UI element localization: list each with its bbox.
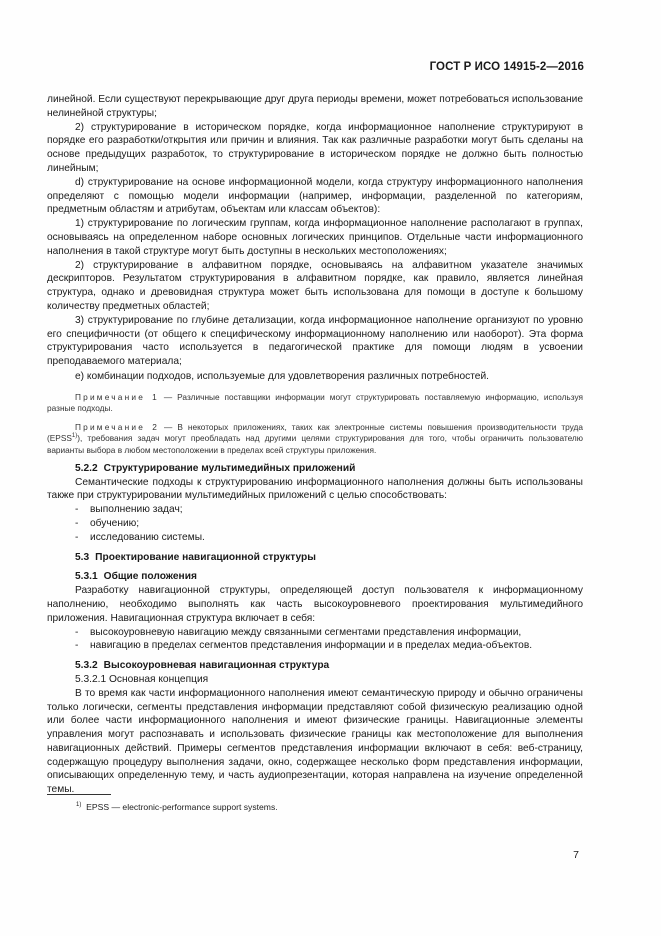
section-heading-5-3-1 <box>47 570 583 584</box>
page-number: 7 <box>573 849 579 861</box>
bullet-dash: - <box>75 626 79 638</box>
list-item <box>47 531 583 545</box>
paragraph: Семантические подходы к структурированию информационного наполнения должны быть использованы также при структурировании мультимедийных приложений с целью способствовать: <box>47 476 583 502</box>
paragraph: В то время как части информационного наполнения имеют семантическую природу и обычно ограничены только логически, сегменты представления информации представляют собой физическую реализацию одной или более части информационного наполнения и имеют физические границы. Навигационные элементы управления могут распознавать и использовать физические границы как местоположение для выполнения навигационных действий. Примеры сегментов представления информации включают в себя: веб-страницу, содержащую процедуру выполнения задачи, окно, содержащее несколько форм представления информации, описывающих определенную тему, и часть аудиопрезентации, которая направлена на изучение определенной темы. <box>47 687 583 796</box>
bullet-dash: - <box>75 531 79 543</box>
bullet-dash: - <box>75 517 79 529</box>
section-title: Проектирование навигационной структуры <box>95 551 316 563</box>
list-item-text: высокоуровневую навигацию между связанными сегментами представления информации, <box>90 626 522 638</box>
footnote-marker: 1) <box>76 802 82 809</box>
list-item <box>47 517 583 531</box>
paragraph: Разработку навигационной структуры, определяющей доступ пользователя к информационному наполнению, необходимо выполнять как часть высокоуровневого проектирования мультимедийного приложения. Навигационная структура включает в себя: <box>47 585 583 624</box>
list-item <box>47 639 583 653</box>
list-item-text: обучению; <box>90 517 140 529</box>
list-item-text: выполнению задач; <box>90 504 183 516</box>
note-label: Примечание 2 <box>75 422 160 433</box>
section-heading-5-2-2 <box>47 462 583 476</box>
subsection-label-5-3-2-1: 5.3.2.1 Основная концепция <box>75 673 209 685</box>
bullet-dash: - <box>75 640 79 652</box>
paragraph: 2) структурирование в историческом порядке, когда информационное наполнение структурируют в порядке его разработки/открытия или причин и влияния. Так как различные разработки могут быть сделаны на основе предыдущих разработок, то структурирование в историческом порядке не должно быть полностью линейным; <box>47 121 583 174</box>
note-text: ), требования задач могут преобладать над другими целями структурирования для того, чтобы ограничить пользователю варианты выбора в любом местоположении в пределах всей структуры приложения. <box>47 433 583 455</box>
footnote-ref[interactable]: 1) <box>71 433 78 440</box>
note-2 <box>47 422 583 456</box>
paragraph: 2) структурирование в алфавитном порядке, основываясь на алфавитном указателе значимых дескрипторов. Результатом структурирования в алфавитном порядке, как правило, является линейная структура, однако и древовидная структура может быть использована для помощи в доступе к большому количеству предметных областей; <box>47 259 583 312</box>
section-title: Общие положения <box>103 571 197 583</box>
paragraph: линейной. Если существуют перекрывающие друг друга периоды времени, может потребоваться использование нелинейной структуры; <box>47 94 583 119</box>
list-item <box>47 626 583 640</box>
list-item <box>47 503 583 517</box>
note-1 <box>47 392 583 414</box>
list-item-text: исследованию системы. <box>90 531 205 543</box>
document-header: ГОСТ Р ИСО 14915-2—2016 <box>429 61 584 73</box>
footnote-text: EPSS — electronic-performance support systems. <box>86 802 278 812</box>
note-text: — В некоторых приложениях, таких как электронные системы повышения производительности труда (EPSS <box>47 422 583 444</box>
paragraph: e) комбинации подходов, используемые для удовлетворения различных потребностей. <box>75 370 489 382</box>
footnote <box>76 802 278 812</box>
note-label: Примечание 1 <box>75 391 159 402</box>
paragraph: 1) структурирование по логическим группам, когда информационное наполнение располагают в группах, основываясь на определенном наборе основных логических принципов. Отдельные части информационного наполнения в такой структуре могут быть доступны в нескольких местоположениях; <box>47 218 583 257</box>
bullet-dash: - <box>75 504 79 516</box>
section-title: Структурирование мультимедийных приложений <box>103 462 356 474</box>
section-number: 5.3 <box>75 551 90 563</box>
section-number: 5.3.2 <box>75 660 98 672</box>
section-heading-5-3 <box>47 551 583 565</box>
section-title: Высокоуровневая навигационная структура <box>103 660 330 672</box>
list-item-text: навигацию в пределах сегментов представления информации и в пределах медиа-объектов. <box>90 640 533 652</box>
note-text: — Различные поставщики информации могут структурировать поставляемую информацию, используя разные подходы. <box>47 391 583 413</box>
document-body <box>47 93 583 797</box>
section-heading-5-3-2 <box>47 659 583 673</box>
footnote-divider <box>47 794 111 795</box>
paragraph: d) структурирование на основе информационной модели, когда структуру информационного наполнения определяют с помощью модели информации (например, информации, разделенной по категориям, предметным областям и атрибутам, объектам или классам объектов): <box>47 176 583 216</box>
section-number: 5.3.1 <box>75 571 98 583</box>
section-number: 5.2.2 <box>75 462 98 474</box>
paragraph: 3) структурирование по глубине детализации, когда информационное наполнение организуют по уровню его специфичности (от общего к специфическому информационному наполнению или наоборот). Эта форма структурирования часто используется в педагогической практике для помощи людям в усвоении преподаваемого материала; <box>47 314 583 368</box>
